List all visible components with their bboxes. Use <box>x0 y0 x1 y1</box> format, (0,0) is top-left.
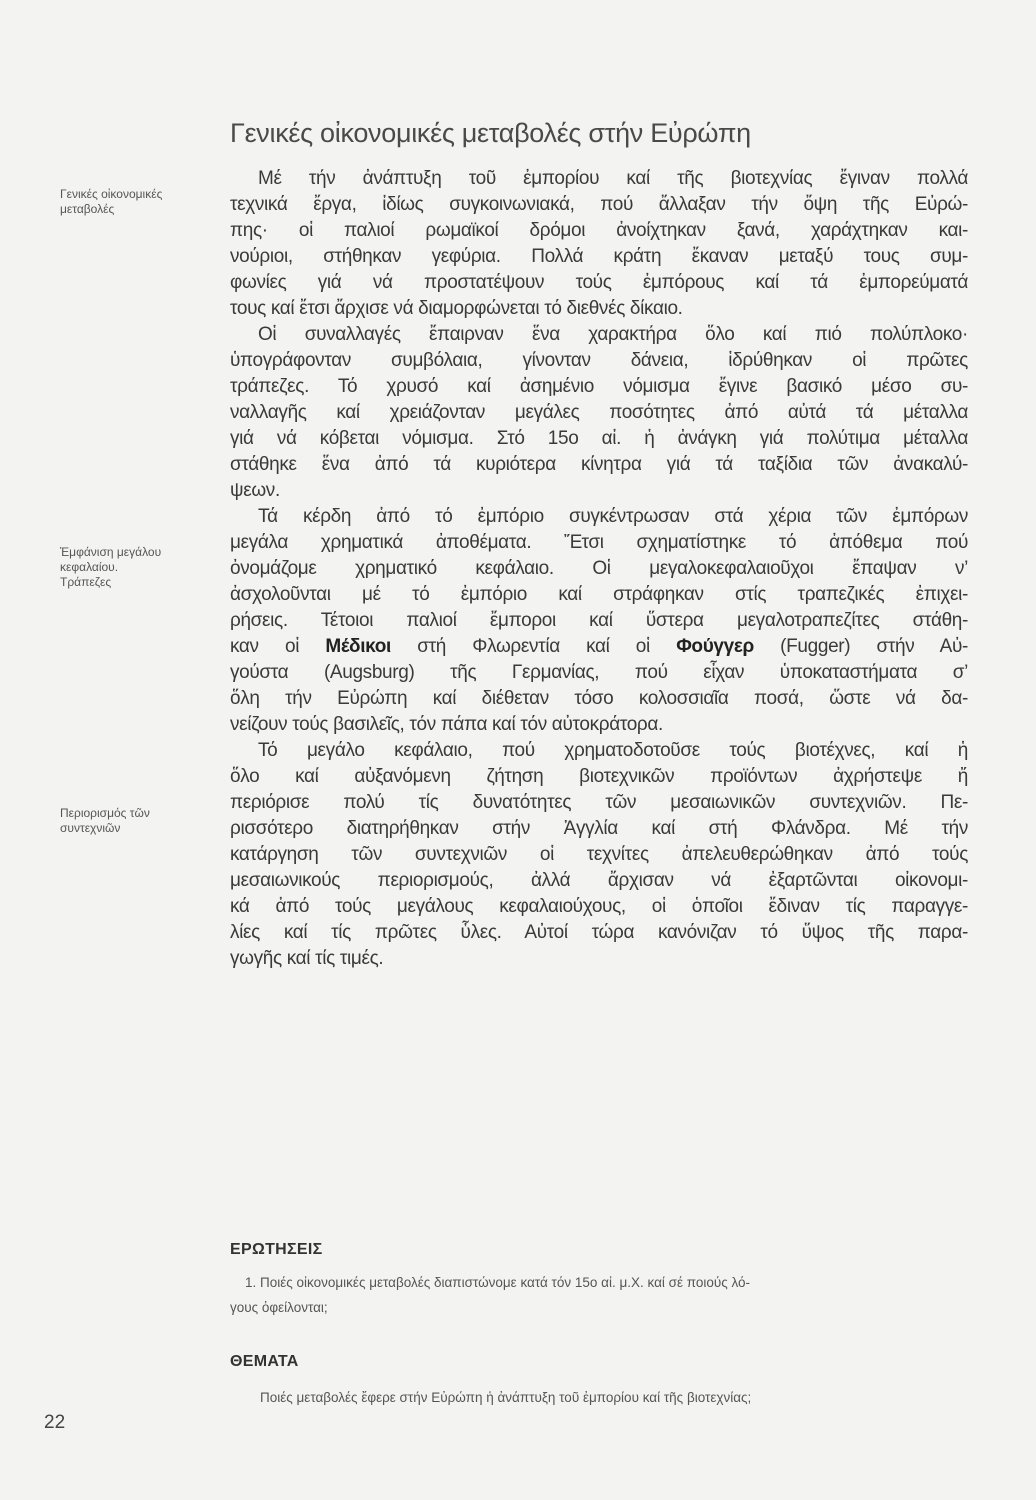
text-segment: κατάργηση τῶν συντεχνιῶν οἱ τεχνίτες ἀπελευθερώθηκαν ἀπό τούς <box>230 844 968 865</box>
text-line <box>230 868 968 894</box>
text-line <box>230 400 968 426</box>
question-1-line-1: 1. Ποιές οἰκονομικές μεταβολές διαπιστώνομε κατά τόν 15ο αἰ. μ.Χ. καί σέ ποιούς λό- <box>245 1275 751 1290</box>
bold-term: Μέδικοι <box>325 636 391 657</box>
margin-note-line: Περιορισμός τῶν <box>60 806 150 820</box>
paragraph <box>230 504 968 738</box>
text-line <box>230 686 968 712</box>
text-line <box>230 738 968 764</box>
text-line <box>230 712 968 738</box>
text-segment: μεσαιωνικούς περιορισμούς, ἀλλά ἄρχισαν νά ἐξαρτῶνται οἰκονομι- <box>230 870 968 891</box>
question-1-line-2: γους ὀφείλονται; <box>230 1300 328 1315</box>
text-segment: ὑπογράφονταν συμβόλαια, γίνονταν δάνεια, ἱδρύθηκαν οἱ πρῶτες <box>230 350 968 371</box>
text-line <box>230 270 968 296</box>
text-segment: στή Φλωρεντία καί οἱ <box>390 636 677 657</box>
text-segment: μεγάλα χρηματικά ἀποθέματα. Ἔτσι σχηματίστηκε τό ἀπόθεμα πού <box>230 532 968 553</box>
paragraph <box>230 322 968 504</box>
text-line <box>230 322 968 348</box>
body-text <box>230 166 968 972</box>
text-segment: φωνίες γιά νά προστατέψουν τούς ἐμπόρους καί τά ἐμπορεύματά <box>230 272 968 293</box>
text-segment: ναλλαγῆς καί χρειάζονταν μεγάλες ποσότητες ἀπό αὐτά τά μέταλλα <box>230 402 968 423</box>
text-line <box>230 426 968 452</box>
themes-heading: ΘΕΜΑΤΑ <box>230 1353 299 1370</box>
text-segment: στάθηκε ἕνα ἀπό τά κυριότερα κίνητρα γιά τά ταξίδια τῶν ἀνακαλύ- <box>230 454 968 475</box>
text-line <box>230 218 968 244</box>
margin-note-line: Τράπεζες <box>60 575 112 589</box>
text-segment: γούστα (Augsburg) τῆς Γερμανίας, πού εἶχαν ὑποκαταστήματα σ’ <box>230 662 968 683</box>
text-segment: ὅλη τήν Εὐρώπη καί διέθεταν τόσο κολοσσιαῖα ποσά, ὥστε νά δα- <box>230 688 968 709</box>
text-line <box>230 842 968 868</box>
text-line <box>230 452 968 478</box>
text-segment: τους καί ἔτσι ἄρχισε νά διαμορφώνεται τό διεθνές δίκαιο. <box>230 298 683 319</box>
text-segment: τράπεζες. Τό χρυσό καί ἀσημένιο νόμισμα ἔγινε βασικό μέσο συ- <box>230 376 968 397</box>
text-line <box>230 816 968 842</box>
text-segment: πης· οἱ παλιοί ρωμαϊκοί δρόμοι ἀνοίχτηκαν ξανά, χαράχτηκαν και- <box>230 220 968 241</box>
text-segment: νείζουν τούς βασιλεῖς, τόν πάπα καί τόν αὐτοκράτορα. <box>230 714 663 735</box>
text-line <box>230 920 968 946</box>
text-segment: τεχνικά ἔργα, ἰδίως συγκοινωνιακά, πού ἄλλαξαν τήν ὄψη τῆς Εὐρώ- <box>230 194 968 215</box>
text-line <box>230 894 968 920</box>
text-segment: (Fugger) στήν Αὐ- <box>753 636 968 657</box>
text-segment: γωγῆς καί τίς τιμές. <box>230 948 384 969</box>
margin-note-line: μεταβολές <box>60 202 115 216</box>
text-segment: περιόρισε πολύ τίς δυνατότητες τῶν μεσαιωνικῶν συντεχνιῶν. Πε- <box>230 792 968 813</box>
bold-term: Φούγγερ <box>676 636 754 657</box>
paragraph <box>230 738 968 972</box>
margin-note-line: Ἐμφάνιση μεγάλου <box>60 545 162 559</box>
page-number: 22 <box>44 1412 66 1433</box>
margin-note-guilds <box>60 806 150 836</box>
text-segment: νούριοι, στήθηκαν γεφύρια. Πολλά κράτη ἔκαναν μεταξύ τους συμ- <box>230 246 968 267</box>
text-segment: ψεων. <box>230 480 280 501</box>
text-segment: καν οἱ <box>230 636 326 657</box>
theme-1: Ποιές μεταβολές ἔφερε στήν Εὐρώπη ἡ ἀνάπτυξη τοῦ ἐμπορίου καί τῆς βιοτεχνίας; <box>260 1390 752 1405</box>
text-segment: κά ἀπό τούς μεγάλους κεφαλαιούχους, οἱ ὁποῖοι ἔδιναν τίς παραγγε- <box>230 896 968 917</box>
text-line <box>230 166 968 192</box>
text-segment: Οἱ συναλλαγές ἔπαιρναν ἕνα χαρακτήρα ὅλο καί πιό πολύπλοκο· <box>258 324 968 345</box>
margin-note-capital-banks <box>60 545 161 590</box>
text-segment: ρήσεις. Τέτοιοι παλιοί ἔμποροι καί ὕστερα μεγαλοτραπεζίτες στάθη- <box>230 610 968 631</box>
text-line <box>230 192 968 218</box>
text-line <box>230 946 968 972</box>
text-line <box>230 582 968 608</box>
text-line <box>230 530 968 556</box>
margin-note-line: συντεχνιῶν <box>60 821 121 835</box>
text-line <box>230 660 968 686</box>
text-segment: Μέ τήν ἀνάπτυξη τοῦ ἐμπορίου καί τῆς βιοτεχνίας ἔγιναν πολλά <box>258 168 968 189</box>
text-segment: ἀσχολοῦνται μέ τό ἐμπόριο καί στράφηκαν στίς τραπεζικές ἐπιχει- <box>230 584 968 605</box>
text-line <box>230 296 968 322</box>
text-line <box>230 348 968 374</box>
text-line <box>230 504 968 530</box>
text-segment: γιά νά κόβεται νόμισμα. Στό 15ο αἰ. ἡ ἀνάγκη γιά πολύτιμα μέταλλα <box>230 428 968 449</box>
text-segment: Τό μεγάλο κεφάλαιο, πού χρηματοδοτοῦσε τούς βιοτέχνες, καί ἡ <box>258 740 968 761</box>
text-line <box>230 608 968 634</box>
text-segment: λίες καί τίς πρῶτες ὗλες. Αὐτοί τώρα κανόνιζαν τό ὕψος τῆς παρα- <box>230 922 968 943</box>
text-line <box>230 790 968 816</box>
paragraph <box>230 166 968 322</box>
text-segment: ὅλο καί αὐξανόμενη ζήτηση βιοτεχνικῶν προϊόντων ἀχρήστεψε ἤ <box>230 766 968 787</box>
text-segment: ρισσότερο διατηρήθηκαν στήν Ἀγγλία καί στή Φλάνδρα. Μέ τήν <box>230 818 968 839</box>
text-line <box>230 634 968 660</box>
text-line <box>230 764 968 790</box>
text-segment: Τά κέρδη ἀπό τό ἐμπόριο συγκέντρωσαν στά χέρια τῶν ἐμπόρων <box>258 506 968 527</box>
page-title: Γενικές οἰκονομικές μεταβολές στήν Εὐρώπη <box>230 118 751 148</box>
questions-heading: ΕΡΩΤΗΣΕΙΣ <box>230 1241 323 1258</box>
text-line <box>230 478 968 504</box>
text-segment: ὀνομάζομε χρηματικό κεφάλαιο. Οἱ μεγαλοκεφαλαιοῦχοι ἔπαψαν ν’ <box>230 558 968 579</box>
margin-note-line: Γενικές οἰκονομικές <box>60 187 163 201</box>
text-line <box>230 374 968 400</box>
text-line <box>230 244 968 270</box>
margin-note-general-changes <box>60 187 162 217</box>
text-line <box>230 556 968 582</box>
margin-note-line: κεφαλαίου. <box>60 560 119 574</box>
